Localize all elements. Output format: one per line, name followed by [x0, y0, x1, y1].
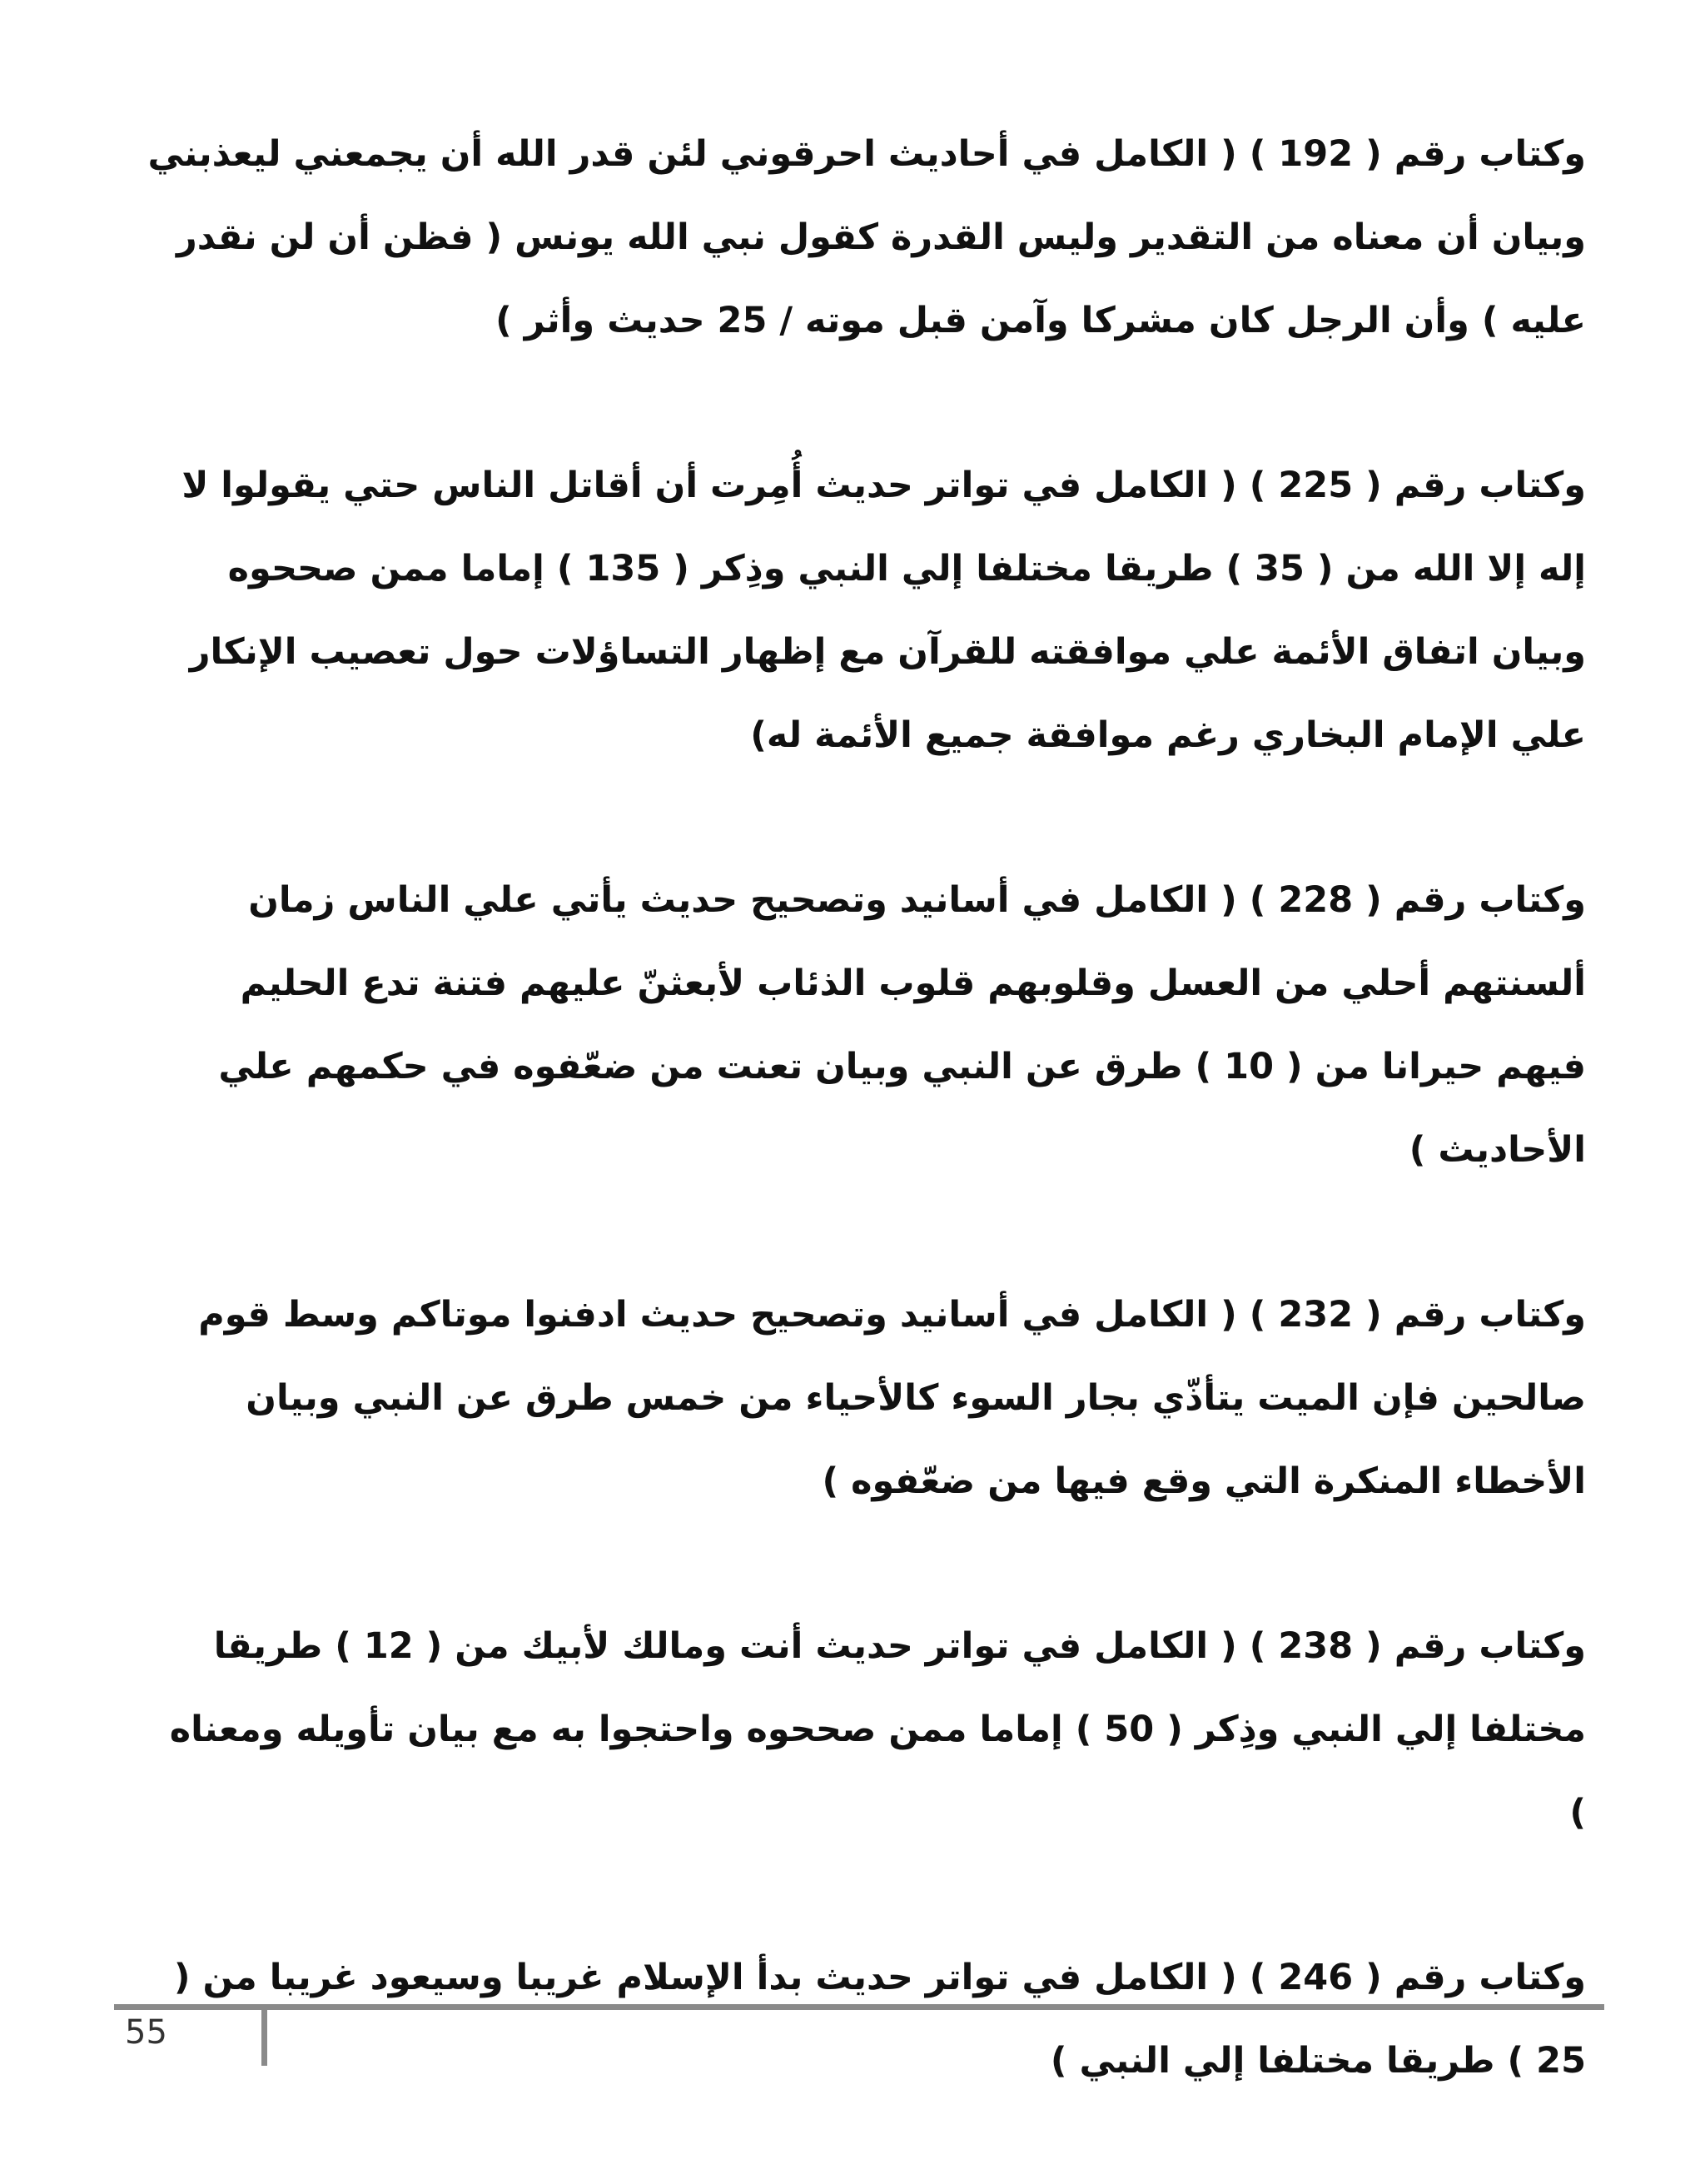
- page-number: 55: [125, 2013, 167, 2052]
- book-entry-228: وكتاب رقم ( 228 ) ( الكامل في أسانيد وتصحيح حديث يأتي علي الناس زمان ألسنتهم أحلي من العسل وقلوبهم قلوب الذئاب لأبعثنّ عليهم فتنة تدع الحليم فيهم حيرانا من ( 10 ) طرق عن النبي وبيان تعنت من ضعّفوه في حكمهم علي الأحاديث ): [218, 879, 1586, 1171]
- page-body: [146, 112, 1586, 2184]
- footer-divider-tick: [261, 2004, 267, 2066]
- book-entry-246: وكتاب رقم ( 246 ) ( الكامل في تواتر حديث بدأ الإسلام غريبا وسيعود غريبا من ( 25 ) طريقا مختلفا إلي النبي ): [173, 1957, 1586, 2082]
- footer-divider: [114, 2004, 1604, 2010]
- book-entry-192: وكتاب رقم ( 192 ) ( الكامل في أحاديث احرقوني لئن قدر الله أن يجمعني ليعذبني وبيان أن معناه من التقدير وليس القدرة كقول نبي الله يونس ( فظن أن لن نقدر عليه ) وأن الرجل كان مشركا وآمن قبل موته / 25 حديث وأثر ): [147, 133, 1586, 341]
- book-entry-232: وكتاب رقم ( 232 ) ( الكامل في أسانيد وتصحيح حديث ادفنوا موتاكم وسط قوم صالحين فإن الميت يتأذّي بجار السوء كالأحياء من خمس طرق عن النبي وبيان الأخطاء المنكرة التي وقع فيها من ضعّفوه ): [198, 1294, 1586, 1502]
- book-entry-225: وكتاب رقم ( 225 ) ( الكامل في تواتر حديث أُمِرت أن أقاتل الناس حتي يقولوا لا إله إلا الله من ( 35 ) طريقا مختلفا إلي النبي وذِكر ( 135 ) إماما ممن صححوه وبيان اتفاق الأئمة علي موافقته للقرآن مع إظهار التساؤلات حول تعصيب الإنكار علي الإمام البخاري رغم موافقة جميع الأئمة له): [181, 465, 1586, 756]
- book-entry-238: وكتاب رقم ( 238 ) ( الكامل في تواتر حديث أنت ومالك لأبيك من ( 12 ) طريقا مختلفا إلي النبي وذِكر ( 50 ) إماما ممن صححوه واحتجوا به مع بيان تأويله ومعناه ): [169, 1625, 1586, 1833]
